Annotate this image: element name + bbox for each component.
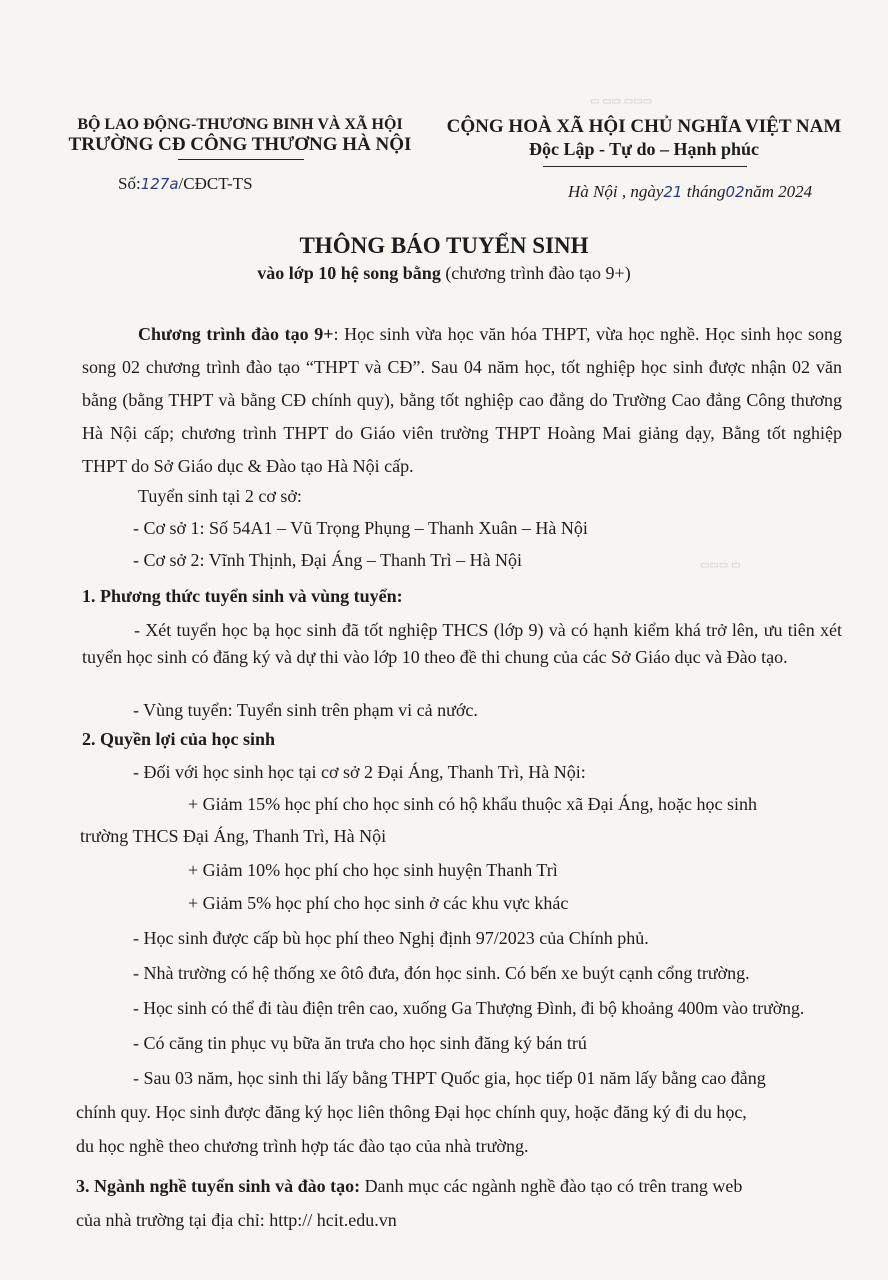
document-subtitle	[0, 263, 888, 284]
date-day: 21	[663, 183, 683, 201]
section-3	[76, 1176, 742, 1197]
intro-paragraph	[82, 318, 842, 483]
doc-number-suffix: /CĐCT-TS	[178, 174, 253, 193]
benefit-item-line-1: - Sau 03 năm, học sinh thi lấy bằng THPT Quốc gia, học tiếp 01 năm lấy bằng cao đẳng	[133, 1068, 766, 1088]
section-1-paragraph-1: - Xét tuyển học bạ học sinh đã tốt nghiệp THCS (lớp 9) và có hạnh kiểm khá trở lên, ưu tiên xét tuyển học sinh có đăng ký và dự thi vào lớp 10 theo đề thi chung của các Sở Giáo dục và Đào tạo.	[82, 620, 842, 667]
discount-15-line-1: + Giảm 15% học phí cho học sinh có hộ khẩu thuộc xã Đại Áng, hoặc học sinh	[188, 794, 758, 814]
benefit-item: - Nhà trường có hệ thống xe ôtô đưa, đón học sinh. Có bến xe buýt cạnh cổng trường.	[133, 963, 750, 983]
header-right-underline	[543, 166, 747, 167]
section-1-heading: 1. Phương thức tuyển sinh và vùng tuyển:	[82, 586, 403, 606]
section-2-heading: 2. Quyền lợi của học sinh	[82, 729, 276, 749]
subtitle-normal: (chương trình đào tạo 9+)	[440, 263, 631, 283]
date-year: năm 2024	[744, 182, 813, 201]
document-date	[568, 182, 812, 202]
nation-name: CỘNG HOÀ XÃ HỘI CHỦ NGHĨA VIỆT NAM	[446, 116, 842, 137]
bleed-through-text: ▭ ▭▭ ▭▭▭	[590, 96, 653, 107]
intro-label: Chương trình đào tạo 9+	[138, 324, 334, 344]
subtitle-bold: vào lớp 10 hệ song bằng	[257, 263, 441, 283]
date-month-label: tháng	[686, 182, 726, 201]
ministry-name: BỘ LAO ĐỘNG-THƯƠNG BINH VÀ XÃ HỘI	[77, 116, 403, 133]
document-title: THÔNG BÁO TUYỂN SINH	[299, 233, 589, 258]
doc-number-prefix: Số:	[118, 174, 141, 193]
campus-item: - Cơ sở 2: Vĩnh Thịnh, Đại Áng – Thanh Trì – Hà Nội	[133, 550, 523, 570]
benefit-item: - Học sinh có thể đi tàu điện trên cao, xuống Ga Thượng Đình, đi bộ khoảng 400m vào trường.	[133, 998, 805, 1018]
date-month: 02	[725, 183, 745, 201]
discount-10: + Giảm 10% học phí cho học sinh huyện Thanh Trì	[188, 860, 558, 880]
section-2-campus-note: - Đối với học sinh học tại cơ sở 2 Đại Áng, Thanh Trì, Hà Nội:	[133, 762, 586, 782]
campuses-heading: Tuyển sinh tại 2 cơ sở:	[138, 486, 302, 506]
section-1-paragraph-2: - Vùng tuyển: Tuyển sinh trên phạm vi cả nước.	[133, 700, 478, 720]
date-prefix: Hà Nội , ngày	[568, 182, 664, 201]
discount-15-line-2: trường THCS Đại Áng, Thanh Trì, Hà Nội	[80, 826, 387, 846]
national-motto: Độc Lập - Tự do – Hạnh phúc	[528, 139, 760, 159]
section-3-heading: 3. Ngành nghề tuyển sinh và đào tạo:	[76, 1176, 361, 1196]
campus-item: - Cơ sở 1: Số 54A1 – Vũ Trọng Phụng – Thanh Xuân – Hà Nội	[133, 518, 588, 538]
intro-text: : Học sinh vừa học văn hóa THPT, vừa học nghề. Học sinh học song song 02 chương trình đào tạo “THPT và CĐ”. Sau 04 năm học, tốt nghiệp học sinh được nhận 02 văn bằng (bằng THPT và bằng CĐ chính quy), bằng tốt nghiệp cao đẳng do Trường Cao đẳng Công thương Hà Nội cấp; chương trình THPT do Giáo viên trường THPT Hoàng Mai giảng dạy, Bằng tốt nghiệp THPT do Sở Giáo dục & Đào tạo Hà Nội cấp.	[82, 324, 842, 476]
benefit-item-line-3: du học nghề theo chương trình hợp tác đào tạo của nhà trường.	[76, 1136, 529, 1156]
section-3-text-line-1: Danh mục các ngành nghề đào tạo có trên trang web	[360, 1176, 743, 1196]
discount-5: + Giảm 5% học phí cho học sinh ở các khu vực khác	[188, 893, 569, 913]
document-number	[118, 174, 253, 194]
benefit-item: - Có căng tin phục vụ bữa ăn trưa cho học sinh đăng ký bán trú	[133, 1033, 587, 1053]
section-3-text-line-2: của nhà trường tại địa chỉ: http:// hcit.edu.vn	[76, 1210, 397, 1230]
bleed-through-text: ▭▭▭ ▭	[700, 560, 741, 571]
header-left-underline	[178, 159, 304, 160]
benefit-item-line-2: chính quy. Học sinh được đăng ký học liên thông Đại học chính quy, hoặc đăng ký đi du học,	[76, 1102, 747, 1122]
doc-number-handwritten: 127a	[140, 175, 179, 193]
benefit-item: - Học sinh được cấp bù học phí theo Nghị định 97/2023 của Chính phủ.	[133, 928, 649, 948]
school-name: TRƯỜNG CĐ CÔNG THƯƠNG HÀ NỘI	[68, 134, 412, 155]
